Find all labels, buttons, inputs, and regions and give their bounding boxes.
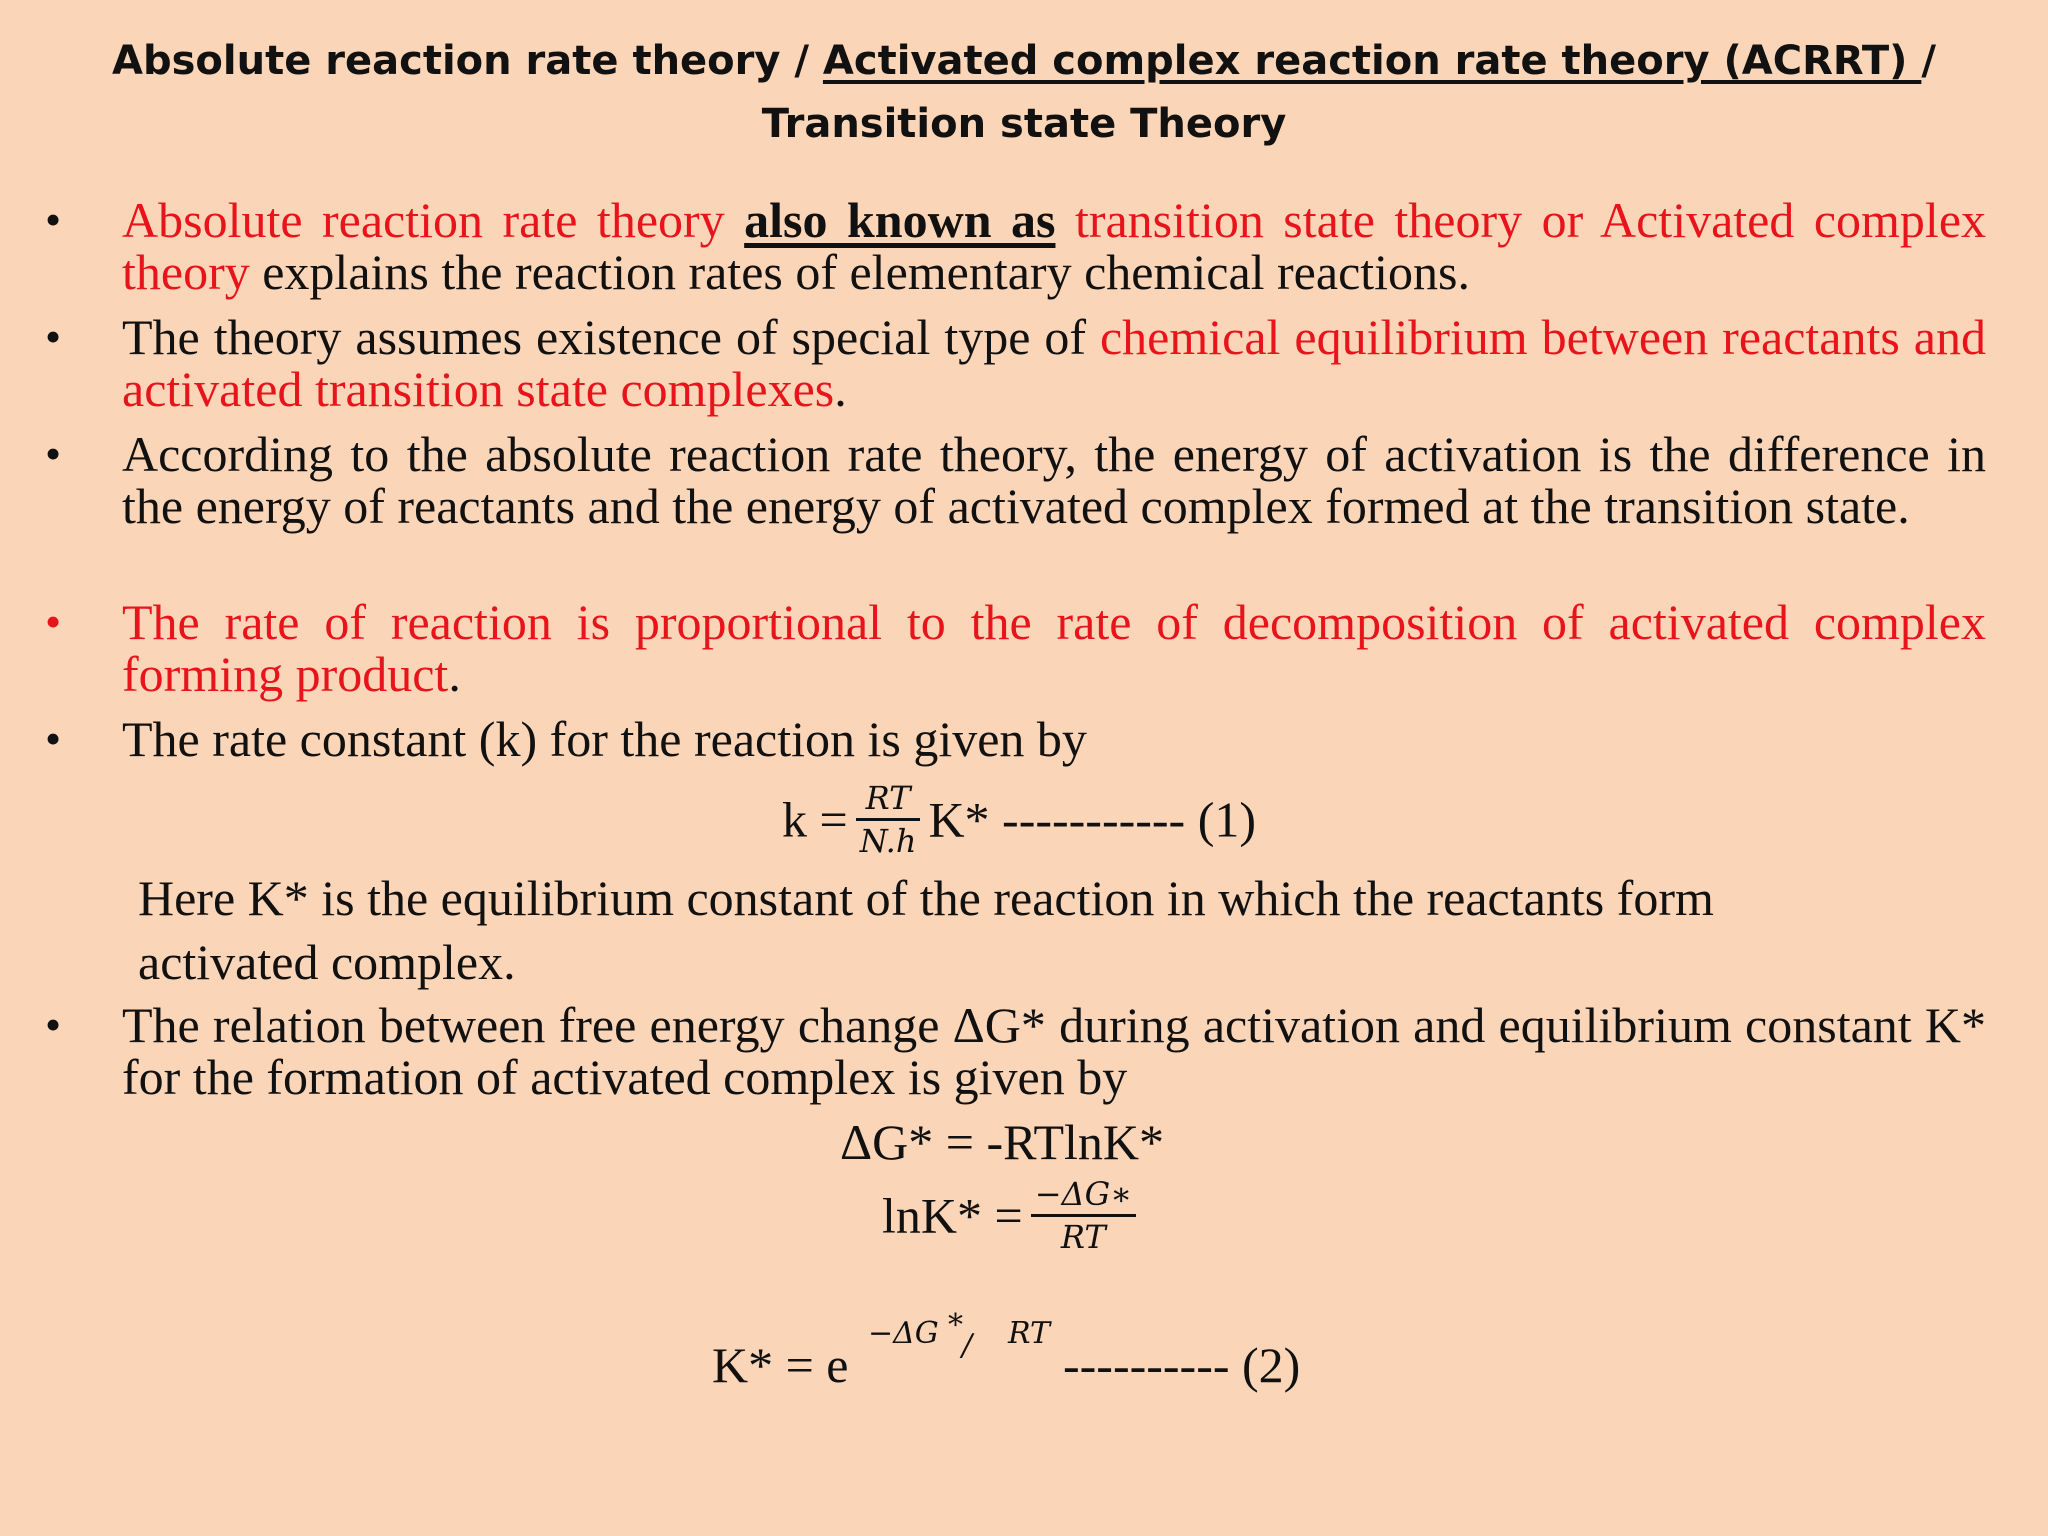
- eq4-exp-rt: RT: [1008, 1316, 1051, 1351]
- bullet-marker: •: [44, 999, 62, 1050]
- bullet-1-red-b: transition state theory or Activated complex theory: [122, 192, 1987, 300]
- title-part-2-underlined: Activated complex reaction rate theory (ACRRT): [822, 38, 1922, 84]
- bullet-marker: •: [44, 311, 62, 362]
- slide-title: [40, 30, 2008, 156]
- bullet-5-text: The rate constant (k) for the reaction is given by: [122, 711, 1087, 767]
- eq1-lhs: k =: [782, 791, 848, 848]
- equation-1: [782, 778, 1256, 861]
- bullet-marker: •: [44, 194, 62, 245]
- equation-2: ΔG* = -RTlnK*: [840, 1114, 1164, 1170]
- bullet-4-red: The rate of reaction is proportional to the rate of decomposition of activated complex forming product: [122, 594, 1986, 702]
- bullet-2-end: .: [834, 361, 847, 417]
- bullet-4-end: .: [448, 646, 461, 702]
- bullet-marker: •: [44, 713, 62, 764]
- bullet-1-bold: also known as: [744, 192, 1056, 248]
- bullet-6-text: The relation between free energy change ΔG* during activation and equilibrium constant K* for the formation of activated complex is given by: [122, 997, 1986, 1105]
- equation-3: [882, 1174, 1144, 1257]
- eq1-fraction: [856, 778, 921, 861]
- eq1-rhs: K* ----------- (1): [928, 791, 1257, 848]
- eq3-denominator: RT: [1060, 1218, 1106, 1256]
- bullet-marker: •: [44, 596, 62, 647]
- eq3-lhs: lnK* =: [882, 1187, 1023, 1244]
- here-text: [138, 866, 1714, 994]
- title-part-3: / Transition state Theory: [761, 38, 1936, 147]
- bullet-3-text: According to the absolute reaction rate theory, the energy of activation is the difference in the energy of reactants and the energy of activated complex formed at the transition state.: [122, 426, 1986, 534]
- eq4-exp-slash: /: [962, 1328, 973, 1363]
- bullet-1-black: explains the reaction rates of elementary chemical reactions.: [249, 244, 1470, 300]
- bullet-2-black: The theory assumes existence of special type of: [122, 309, 1100, 365]
- eq4-lhs: K* = e: [712, 1337, 849, 1393]
- bullet-1-red-a: Absolute reaction rate theory: [122, 192, 745, 248]
- bullet-2-red: chemical equilibrium between reactants and activated transition state complexes: [122, 309, 1986, 417]
- bullet-marker: •: [44, 428, 62, 479]
- here-text-line-2: activated complex.: [138, 934, 516, 990]
- bullet-2-text: [122, 311, 1986, 415]
- bullet-1-text: [122, 194, 1986, 298]
- eq1-numerator: RT: [856, 778, 921, 821]
- bullet-4-text: [122, 596, 1986, 700]
- eq4-exp-a: −ΔG: [868, 1316, 939, 1351]
- eq4-exp-star: *: [948, 1308, 963, 1343]
- eq1-denominator: N.h: [859, 822, 917, 860]
- title-part-1: Absolute reaction rate theory /: [112, 38, 823, 84]
- here-text-line-1: Here K* is the equilibrium constant of the reaction in which the reactants form: [138, 870, 1714, 926]
- eq3-numerator: −ΔG∗: [1031, 1174, 1136, 1217]
- eq4-rhs: ---------- (2): [1063, 1337, 1301, 1393]
- eq3-fraction: [1031, 1174, 1136, 1257]
